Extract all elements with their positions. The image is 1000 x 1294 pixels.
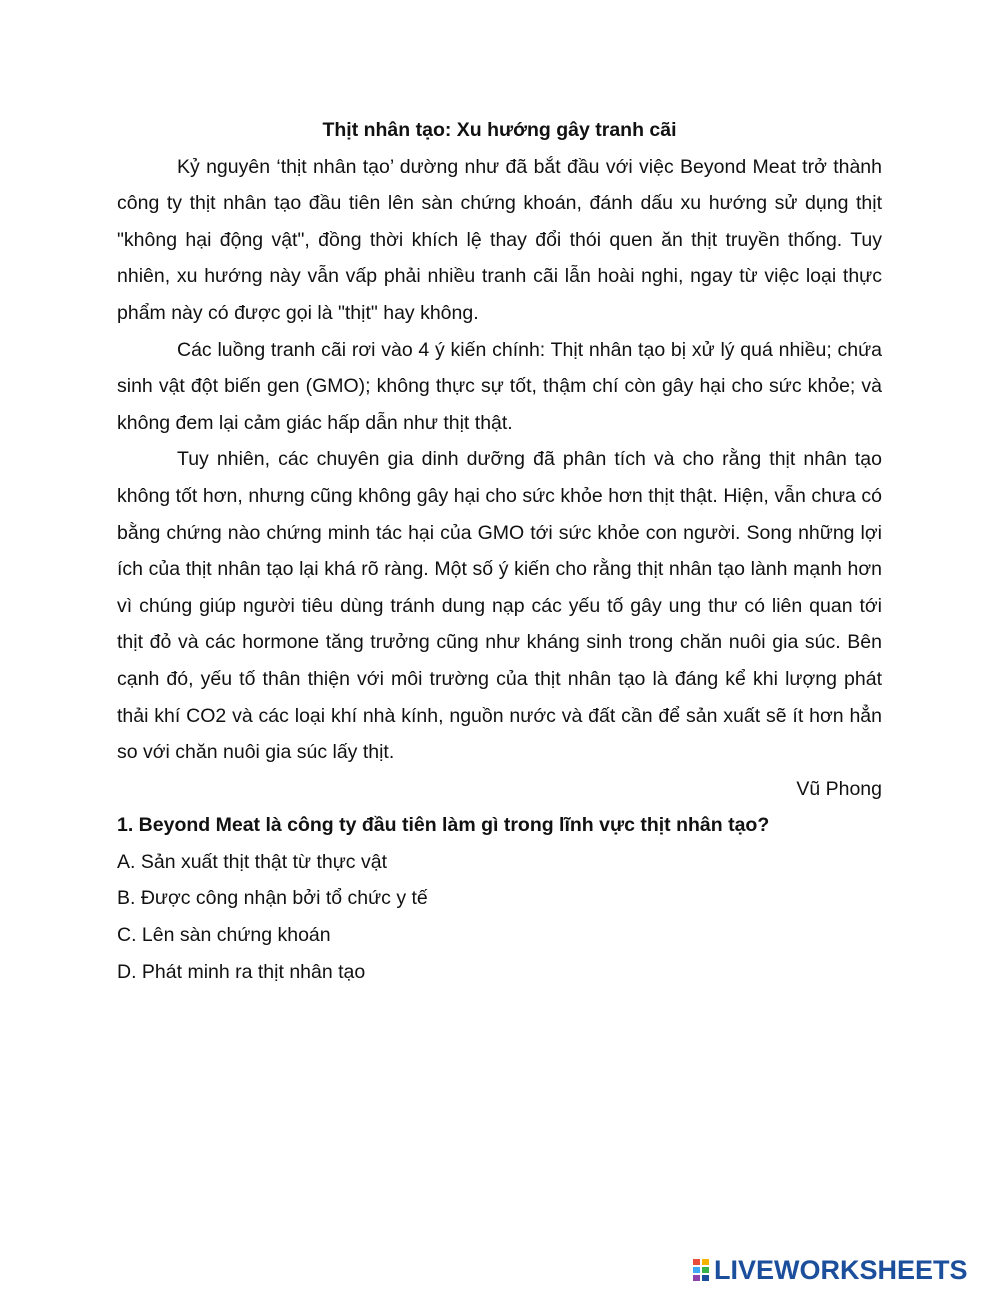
logo-icon-block — [701, 1266, 710, 1274]
author-name: Vũ Phong — [796, 777, 882, 800]
logo-icon-block — [692, 1274, 701, 1282]
logo-text: LIVEWORKSHEETS — [714, 1255, 968, 1285]
option-b[interactable]: B. Được công nhận bởi tổ chức y tế — [117, 887, 428, 910]
paragraph-3: Tuy nhiên, các chuyên gia dinh dưỡng đã phân tích và cho rằng thịt nhân tạo không tốt hơn, nhưng cũng không gây hại cho sức khỏe hơn thịt thật. Hiện, vẫn chưa có bằng chứng nào chứng minh tác hại của GMO tới sức khỏe con người. Song những lợi ích của thịt nhân tạo lại khá rõ ràng. Một số ý kiến cho rằng thịt nhân tạo lành mạnh hơn vì chúng giúp người tiêu dùng tránh dung nạp các yếu tố gây ung thư có liên quan tới thịt đỏ và các hormone tăng trưởng cũng như kháng sinh trong chăn nuôi gia súc. Bên cạnh đó, yếu tố thân thiện với môi trường của thịt nhân tạo là đáng kể khi lượng phát thải khí CO2 và các loại khí nhà kính, nguồn nước và đất cần để sản xuất sẽ ít hơn hẳn so với chăn nuôi gia súc lấy thịt. — [117, 448, 882, 764]
logo-icon-block — [701, 1274, 710, 1282]
logo-icon-block — [692, 1258, 701, 1266]
paragraph-1: Kỷ nguyên ‘thịt nhân tạo’ dường như đã bắt đầu với việc Beyond Meat trở thành công ty thịt nhân tạo đầu tiên lên sàn chứng khoán, đánh dấu xu hướng sử dụng thịt "không hại động vật", đồng thời khích lệ thay đổi thói quen ăn thịt truyền thống. Tuy nhiên, xu hướng này vẫn vấp phải nhiều tranh cãi lẫn hoài nghi, ngay từ việc loại thực phẩm này có được gọi là "thịt" hay không. — [117, 155, 882, 324]
document-title: Thịt nhân tạo: Xu hướng gây tranh cãi — [322, 119, 677, 141]
liveworksheets-logo-icon — [692, 1258, 710, 1282]
logo-icon-block — [701, 1258, 710, 1266]
logo-icon-block — [692, 1266, 701, 1274]
liveworksheets-logo — [692, 1255, 968, 1285]
option-d[interactable]: D. Phát minh ra thịt nhân tạo — [117, 960, 366, 983]
question-1: 1. Beyond Meat là công ty đầu tiên làm gì trong lĩnh vực thịt nhân tạo? — [117, 814, 770, 837]
worksheet-page — [117, 112, 882, 990]
option-a[interactable]: A. Sản xuất thịt thật từ thực vật — [117, 850, 387, 873]
paragraph-2: Các luồng tranh cãi rơi vào 4 ý kiến chính: Thịt nhân tạo bị xử lý quá nhiều; chứa sinh vật đột biến gen (GMO); không thực sự tốt, thậm chí còn gây hại cho sức khỏe; và không đem lại cảm giác hấp dẫn như thịt thật. — [117, 338, 882, 434]
option-c[interactable]: C. Lên sàn chứng khoán — [117, 924, 331, 947]
